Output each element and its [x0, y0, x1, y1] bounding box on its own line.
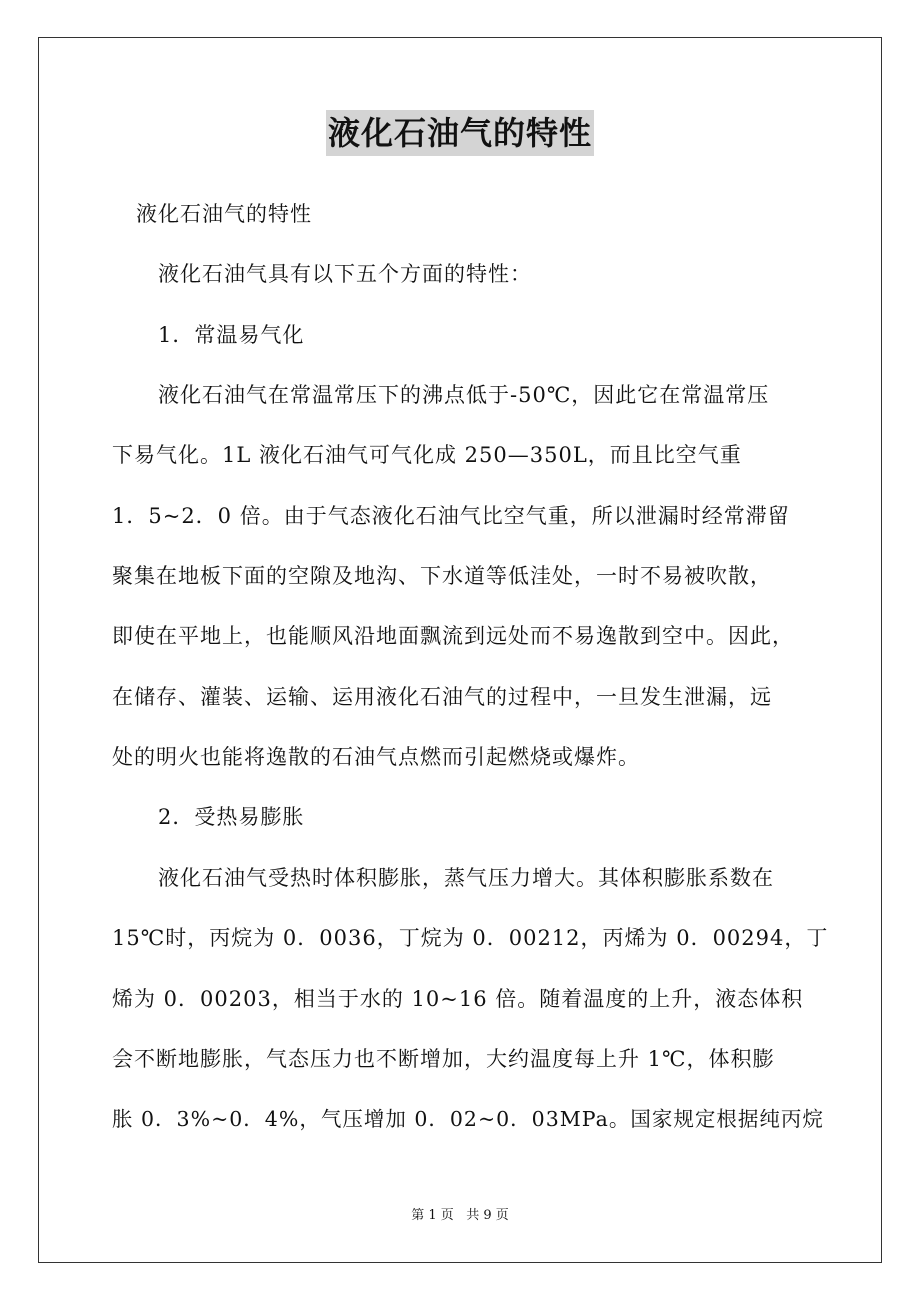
- paragraph-line: 1．5~2．0 倍。由于气态液化石油气比空气重，所以泄漏时经常滞留: [112, 504, 790, 528]
- paragraph-line: 聚集在地板下面的空隙及地沟、下水道等低洼处，一时不易被吹散，: [112, 564, 772, 588]
- document-title: 液化石油气的特性: [326, 110, 594, 156]
- paragraph-line: 会不断地膨胀，气态压力也不断增加，大约温度每上升 1℃，体积膨: [112, 1047, 775, 1071]
- paragraph-line: 液化石油气在常温常压下的沸点低于-50℃，因此它在常温常压: [158, 383, 770, 407]
- paragraph-line: 胀 0．3%~0．4%，气压增加 0．02~0．03MPa。国家规定根据纯丙烷: [112, 1107, 824, 1131]
- paragraph-line: 处的明火也能将逸散的石油气点燃而引起燃烧或爆炸。: [112, 745, 640, 769]
- page-number-footer: 第 1 页 共 9 页: [411, 1208, 509, 1223]
- section-heading: 1．常温易气化: [158, 323, 305, 347]
- paragraph-line: 液化石油气具有以下五个方面的特性：: [158, 262, 532, 286]
- paragraph-line: 烯为 0．00203，相当于水的 10~16 倍。随着温度的上升，液态体积: [112, 987, 804, 1011]
- paragraph-line: 在储存、灌装、运输、运用液化石油气的过程中，一旦发生泄漏，远: [112, 685, 772, 709]
- paragraph-line: 即使在平地上，也能顺风沿地面飘流到远处而不易逸散到空中。因此，: [112, 624, 794, 648]
- document-title-wrapper: [0, 110, 920, 160]
- section-heading: 2．受热易膨胀: [158, 805, 305, 829]
- paragraph-line: 液化石油气受热时体积膨胀，蒸气压力增大。其体积膨胀系数在: [158, 866, 774, 890]
- paragraph-line: 下易气化。1L 液化石油气可气化成 250—350L，而且比空气重: [112, 443, 742, 467]
- paragraph-line: 液化石油气的特性: [136, 202, 312, 226]
- paragraph-line: 15℃时，丙烷为 0．0036，丁烷为 0．00212，丙烯为 0．00294，丁: [112, 926, 829, 950]
